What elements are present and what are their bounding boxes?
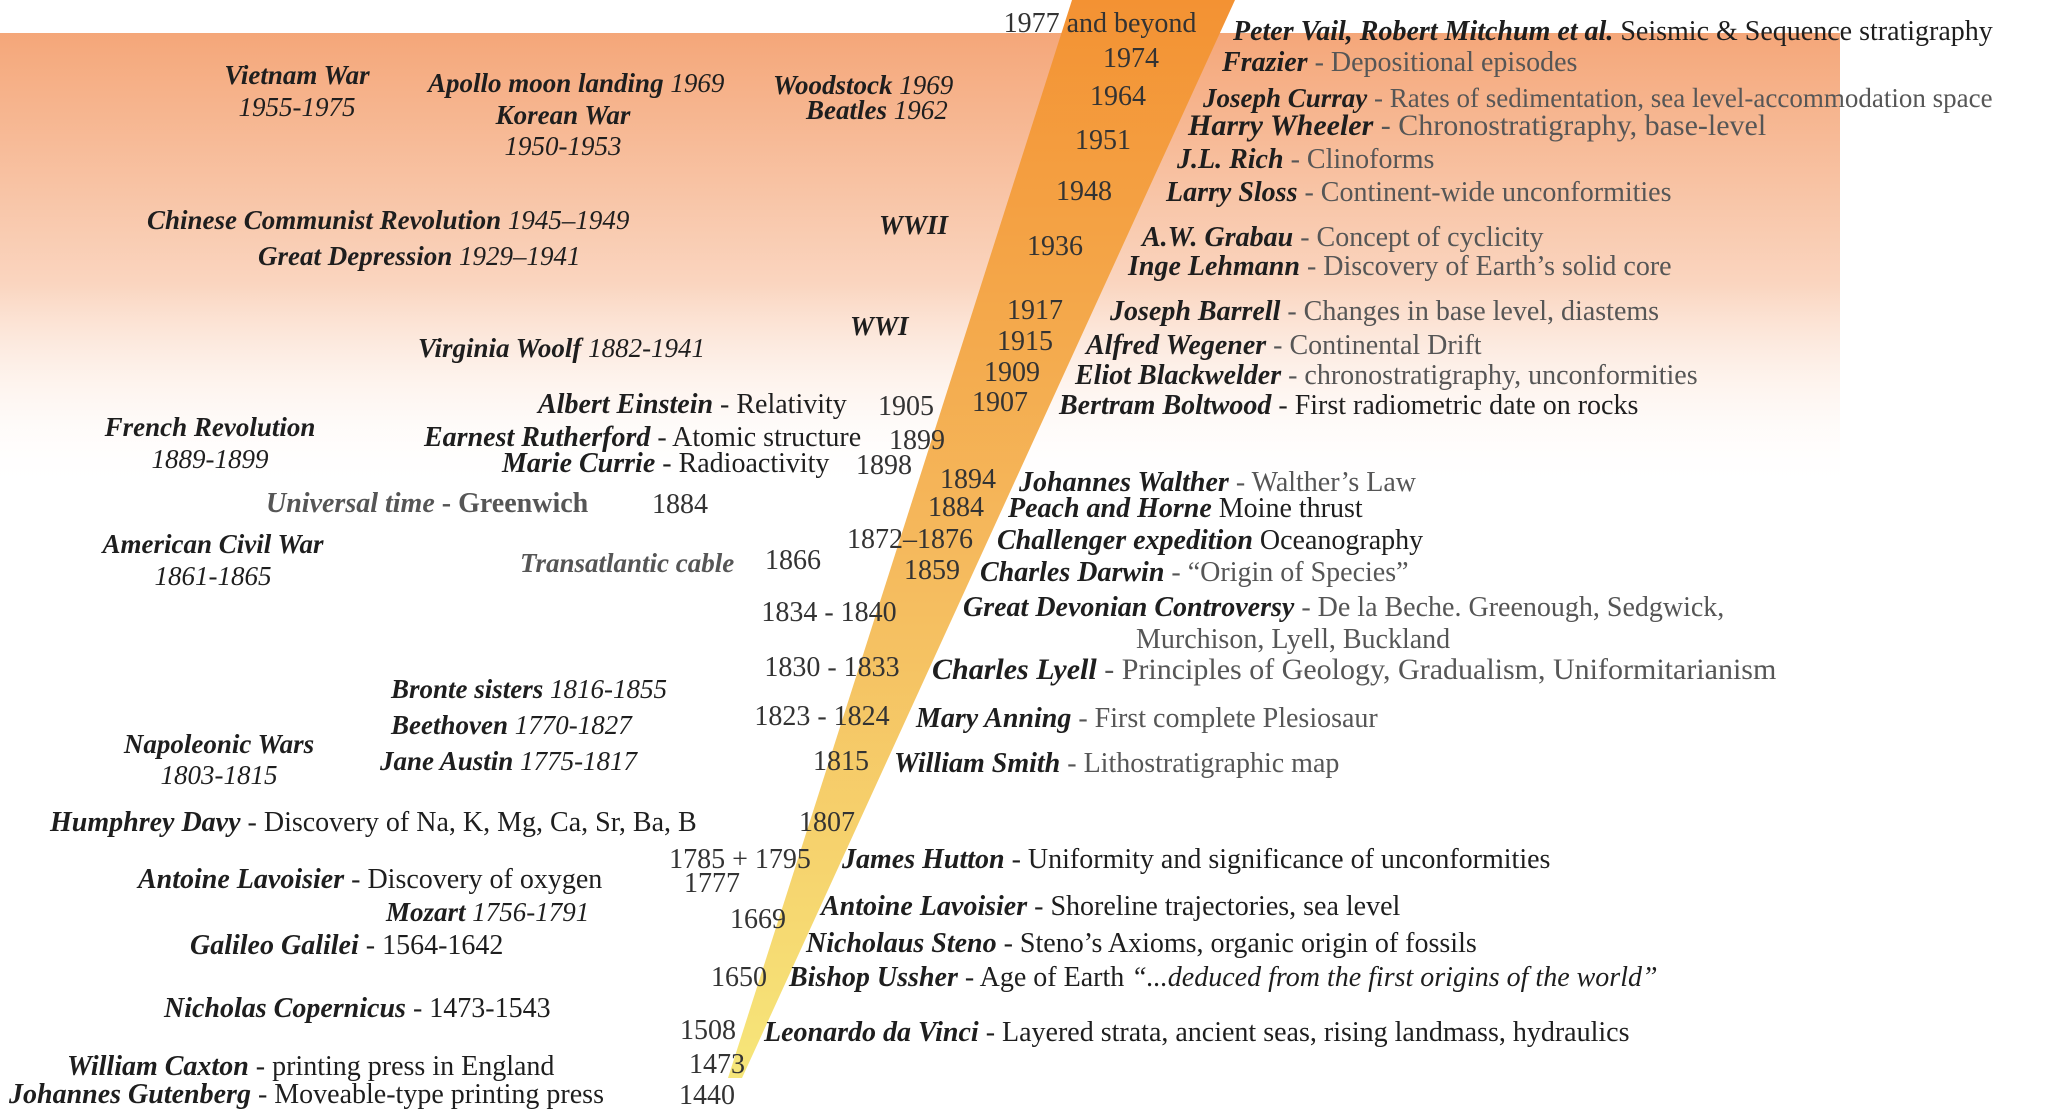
geology-entry [1142, 223, 1544, 253]
history-event [138, 865, 602, 895]
geology-entry [997, 526, 1423, 556]
history-event [538, 390, 847, 420]
history-dates: 1816-1855 [550, 674, 668, 704]
history-description: - Discovery of Na, K, Mg, Ca, Sr, Ba, B [247, 807, 697, 838]
geology-description: Moine thrust [1218, 493, 1363, 524]
history-event [50, 808, 697, 838]
geology-description: - Continent-wide unconformities [1304, 177, 1672, 208]
history-description: - printing press in England [255, 1051, 555, 1082]
history-event [428, 68, 724, 98]
history-description: - Discovery of oxygen [351, 864, 603, 895]
geology-entry [789, 963, 1658, 993]
history-event: WWII [879, 210, 949, 240]
geologist-name: Johannes Walther [1019, 467, 1229, 498]
wedge-year: 1909 [984, 357, 1040, 388]
geology-entry [1188, 111, 1766, 141]
geology-entry [806, 929, 1477, 959]
geology-description: - Concept of cyclicity [1300, 222, 1544, 253]
wedge-year: 1899 [889, 425, 945, 456]
wedge-year: 1898 [856, 450, 912, 481]
geology-description: - “Origin of Species” [1171, 557, 1409, 588]
wedge-year: 1894 [940, 464, 996, 495]
history-event [258, 241, 581, 271]
history-event [164, 994, 551, 1024]
wedge-year: 1884 [928, 492, 984, 523]
wedge-year: 1977 and beyond [1003, 8, 1197, 39]
geology-description: - Clinoforms [1290, 144, 1435, 175]
history-event [190, 931, 503, 961]
geologist-name: Challenger expedition [997, 525, 1253, 556]
geology-description: Oceanography [1259, 525, 1424, 556]
geology-description: - Layered strata, ancient seas, rising landmass, hydraulics [985, 1017, 1630, 1048]
history-event: French Revolution [104, 412, 316, 442]
geology-entry [1128, 252, 1672, 282]
history-description: - 1564-1642 [365, 930, 504, 961]
geology-description: - Uniformity and significance of unconformities [1011, 844, 1551, 875]
wedge-year: 1872–1876 [847, 524, 973, 555]
geology-entry [963, 593, 1724, 623]
history-name: Beatles [806, 95, 887, 125]
history-event: Transatlantic cable [520, 548, 735, 578]
geologist-name: Harry Wheeler [1188, 109, 1374, 142]
geologist-name: Leonardo da Vinci [764, 1017, 979, 1048]
history-event: Korean War [495, 100, 631, 130]
geologist-name: Great Devonian Controversy [963, 592, 1295, 623]
wedge-year: 1907 [972, 387, 1028, 418]
history-name: Chinese Communist Revolution [147, 205, 502, 235]
history-description: - 1473-1543 [412, 993, 551, 1024]
geology-description: - Principles of Geology, Gradualism, Uniformitarianism [1104, 653, 1777, 686]
geologist-name: J.L. Rich [1177, 144, 1284, 175]
geology-description: - First complete Plesiosaur [1078, 703, 1378, 734]
geology-entry [1177, 145, 1434, 175]
geology-entry [1086, 331, 1482, 361]
history-event [418, 333, 705, 363]
geology-description: - Walther’s Law [1235, 467, 1417, 498]
geology-description: - Rates of sedimentation, sea level-accommodation space [1374, 83, 1993, 113]
wedge-year: 1917 [1007, 295, 1063, 326]
wedge-year: 1834 - 1840 [761, 597, 897, 628]
history-dates: 1962 [893, 95, 948, 125]
history-name: Jane Austin [380, 746, 514, 776]
geology-entry [1075, 361, 1698, 391]
geologist-name: A.W. Grabau [1142, 222, 1294, 253]
geologist-name: Peter Vail, Robert Mitchum et al. [1233, 16, 1614, 47]
history-dates: 1775-1817 [520, 746, 638, 776]
geologist-name: Nicholaus Steno [806, 928, 997, 959]
history-event [380, 746, 637, 776]
wedge-year: 1905 [878, 391, 934, 422]
history-name: Woodstock [773, 70, 893, 100]
wedge-year: 1936 [1027, 231, 1083, 262]
history-dates: 1889-1899 [151, 444, 269, 474]
history-name: Apollo moon landing [428, 68, 664, 98]
history-name: Mozart [386, 897, 466, 927]
geology-entry [1110, 297, 1659, 327]
history-dates: 1969 [899, 70, 954, 100]
geology-description: - Steno’s Axioms, organic origin of fossils [1003, 928, 1477, 959]
geology-entry [916, 704, 1378, 734]
history-name: Universal time [266, 488, 435, 519]
wedge-year: 1823 - 1824 [754, 701, 890, 732]
history-dates: 1861-1865 [154, 561, 272, 591]
wedge-year: 1777 [684, 868, 740, 899]
history-name: Beethoven [391, 710, 508, 740]
geology-entry [1008, 494, 1363, 524]
geology-entry [1222, 48, 1577, 78]
wedge-year: 1859 [904, 555, 960, 586]
geologist-name: Alfred Wegener [1086, 330, 1267, 361]
history-name: Johannes Gutenberg [9, 1079, 251, 1110]
history-name: Humphrey Davy [50, 807, 241, 838]
geologist-name: Peach and Horne [1008, 493, 1212, 524]
history-description: - Relativity [720, 389, 847, 420]
wedge-year: 1915 [997, 326, 1053, 357]
history-name: Great Depression [258, 241, 453, 271]
wedge-year: 1508 [680, 1015, 736, 1046]
history-event: Vietnam War [224, 60, 370, 90]
geology-description: - De la Beche. Greenough, Sedgwick, [1301, 592, 1725, 623]
history-event [147, 205, 629, 235]
geology-entry [1059, 391, 1638, 421]
history-dates: 1756-1791 [472, 897, 590, 927]
history-dates: 1770-1827 [514, 710, 632, 740]
history-name: Bronte sisters [391, 674, 544, 704]
geology-entry [894, 749, 1339, 779]
wedge-year: 1884 [652, 489, 708, 520]
wedge-year: 1964 [1090, 81, 1146, 112]
wedge-year: 1830 - 1833 [764, 652, 900, 683]
history-event [67, 1052, 554, 1082]
geology-description: - Shoreline trajectories, sea level [1034, 891, 1401, 922]
history-name: Albert Einstein [538, 389, 714, 420]
history-event: American Civil War [102, 529, 324, 559]
geology-entry [764, 1018, 1629, 1048]
history-event [266, 489, 588, 519]
history-dates: 1929–1941 [459, 241, 581, 271]
geology-description: - First radiometric date on rocks [1278, 390, 1639, 421]
history-name: Galileo Galilei [190, 930, 359, 961]
history-event [391, 710, 632, 740]
geologist-name: Antoine Lavoisier [821, 891, 1028, 922]
geologist-name: Larry Sloss [1166, 177, 1298, 208]
history-event: WWI [850, 311, 909, 341]
history-event [9, 1080, 604, 1110]
geology-entry [821, 892, 1400, 922]
wedge-year: 1440 [679, 1080, 735, 1111]
history-name: Virginia Woolf [418, 333, 582, 363]
geologist-name: William Smith [894, 748, 1061, 779]
geologist-name: Charles Lyell [932, 653, 1097, 686]
wedge-year: 1807 [799, 807, 855, 838]
geologist-name: Inge Lehmann [1128, 251, 1300, 282]
wedge-year: 1669 [730, 904, 786, 935]
geology-entry [1233, 17, 1993, 47]
geology-description: - Depositional episodes [1314, 47, 1578, 78]
geology-description: - Changes in base level, diastems [1287, 296, 1660, 327]
wedge-year: 1948 [1056, 176, 1112, 207]
geologist-name: Mary Anning [916, 703, 1072, 734]
geology-description: - Chronostratigraphy, base-level [1380, 109, 1767, 142]
history-event [386, 897, 589, 927]
geologist-name: Bishop Ussher [789, 962, 958, 993]
geology-entry [980, 558, 1409, 588]
geologist-name: Charles Darwin [980, 557, 1165, 588]
history-event [502, 449, 829, 479]
history-dates: 1955-1975 [238, 92, 356, 122]
history-event [391, 674, 667, 704]
geologist-name: Frazier [1222, 47, 1308, 78]
history-dates: 1803-1815 [160, 760, 278, 790]
geologist-name: James Hutton [842, 844, 1005, 875]
wedge-year: 1785 + 1795 [669, 844, 811, 875]
history-dates: 1882-1941 [588, 333, 706, 363]
geologist-name: Bertram Boltwood [1059, 390, 1272, 421]
wedge-year: 1473 [689, 1049, 745, 1080]
wedge-year: 1650 [711, 962, 767, 993]
history-event [806, 95, 948, 125]
history-description: - Radioactivity [662, 448, 830, 479]
history-name: Antoine Lavoisier [138, 864, 345, 895]
geology-description-continued: Murchison, Lyell, Buckland [1136, 624, 1451, 655]
history-dates: 1969 [670, 68, 725, 98]
geologist-name: Joseph Curray [1203, 83, 1368, 113]
wedge-year: 1866 [765, 545, 821, 576]
geology-description: - chronostratigraphy, unconformities [1288, 360, 1698, 391]
geology-entry [842, 845, 1550, 875]
history-name: Marie Currie [502, 448, 656, 479]
history-dates: 1950-1953 [504, 131, 622, 161]
history-description: - Moveable-type printing press [257, 1079, 604, 1110]
wedge-year: 1951 [1075, 125, 1131, 156]
geologist-name: Eliot Blackwelder [1075, 360, 1282, 391]
geology-description: Seismic & Sequence stratigraphy [1620, 16, 1993, 47]
history-dates: 1945–1949 [507, 205, 630, 235]
history-name: Earnest Rutherford [424, 422, 651, 453]
geologist-name: Joseph Barrell [1110, 296, 1281, 327]
history-description: - Greenwich [441, 488, 589, 519]
history-name: Nicholas Copernicus [164, 993, 406, 1024]
history-description: - Atomic structure [657, 422, 862, 453]
history-event: Napoleonic Wars [123, 729, 315, 759]
wedge-year: 1974 [1103, 43, 1159, 74]
geology-entry [932, 655, 1776, 685]
geology-description: - Lithostratigraphic map [1067, 748, 1340, 779]
geology-description: - Discovery of Earth’s solid core [1306, 251, 1672, 282]
geology-quote: “...deduced from the first origins of the world” [1131, 962, 1658, 993]
geology-entry [1166, 178, 1672, 208]
history-name: William Caxton [67, 1051, 249, 1082]
wedge-year: 1815 [813, 746, 869, 777]
geology-description: - Age of Earth [964, 962, 1125, 993]
geology-description: - Continental Drift [1273, 330, 1482, 361]
